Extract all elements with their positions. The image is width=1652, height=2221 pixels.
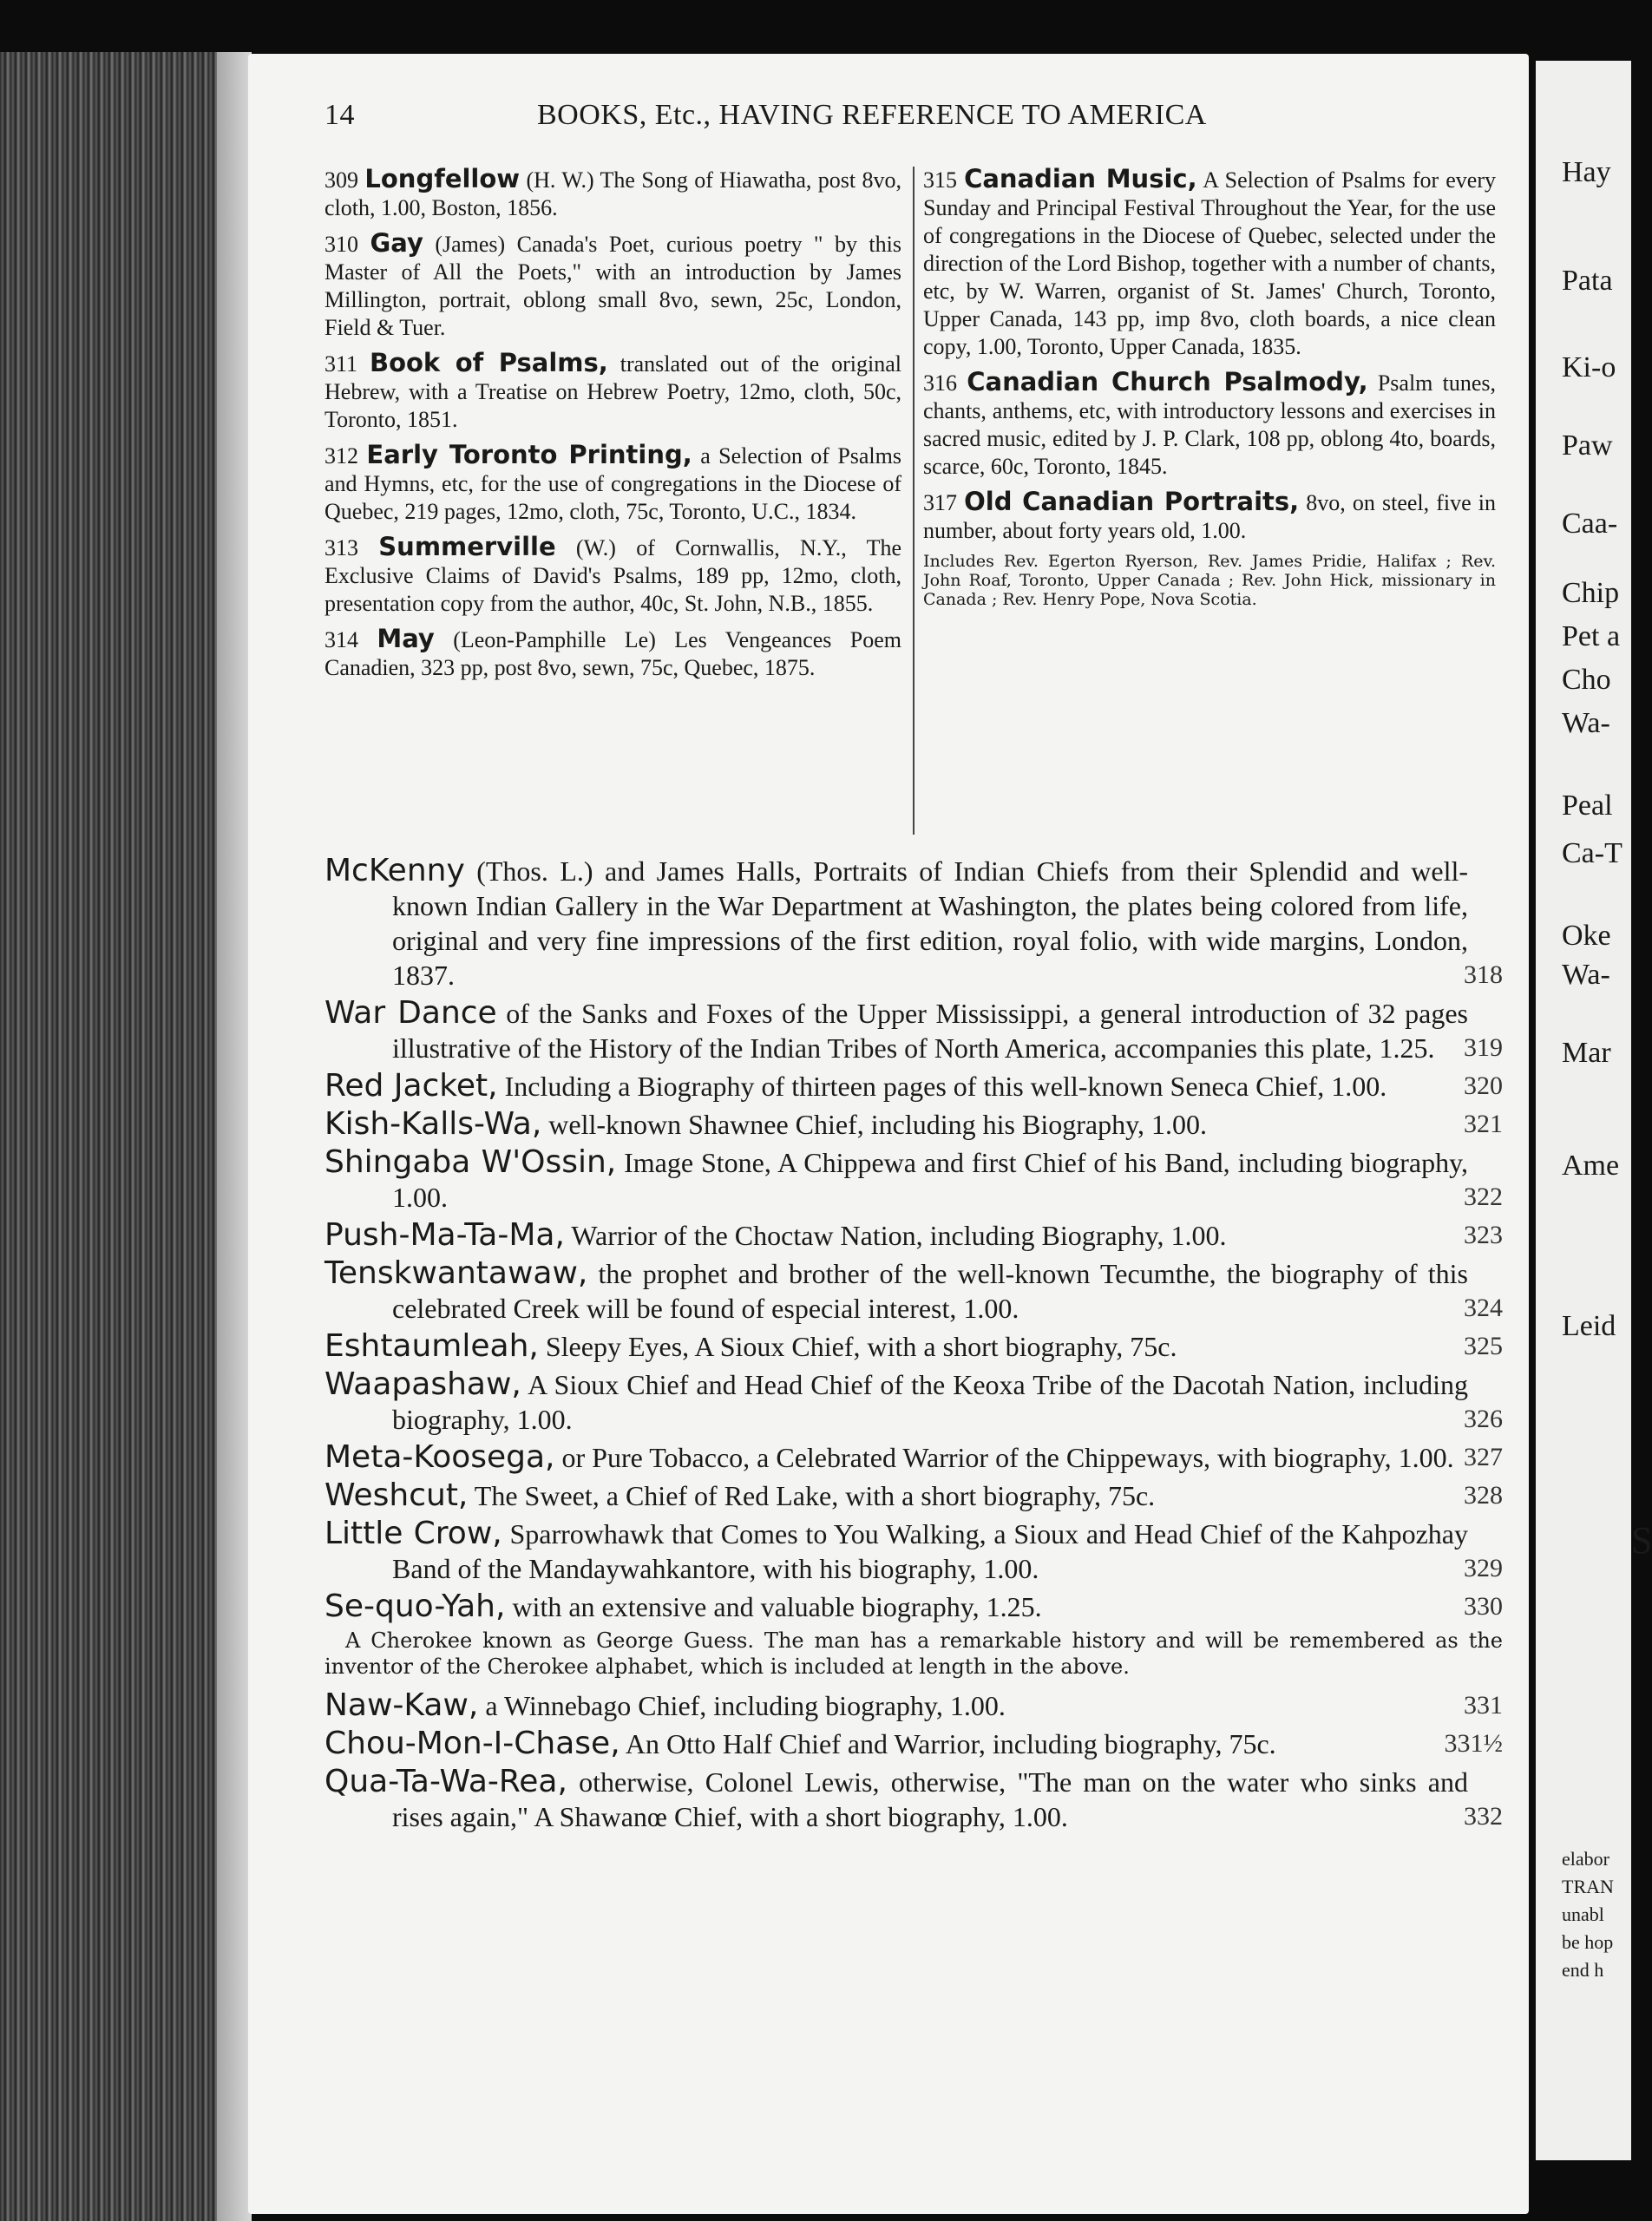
next-page-fragment: Peal <box>1562 789 1613 822</box>
list-item: Chou-Mon-I-Chase, An Otto Half Chief and Warrior, including biography, 75c. 331½ <box>324 1726 1503 1761</box>
list-item: Naw-Kaw, a Winnebago Chief, including biography, 1.00. 331 <box>324 1687 1503 1723</box>
next-page-fragment: Chip <box>1562 577 1620 609</box>
catalog-entry: 309 Longfellow (H. W.) The Song of Hiawatha, post 8vo, cloth, 1.00, Boston, 1856. <box>324 164 901 220</box>
list-item: Kish-Kalls-Wa, well-known Shawnee Chief, including his Biography, 1.00. 321 <box>324 1106 1503 1142</box>
next-page-fragment: Ca-T <box>1562 837 1622 869</box>
next-page-fragment: Hay <box>1562 156 1611 188</box>
next-page-fragment: S <box>1631 1519 1652 1562</box>
list-item: Red Jacket, Including a Biography of thirteen pages of this well-known Seneca Chief, 1.00. 320 <box>324 1068 1503 1104</box>
next-page-fragment: Mar <box>1562 1037 1611 1069</box>
list-item: Qua-Ta-Wa-Rea, otherwise, Colonel Lewis, otherwise, "The man on the water who sinks and rises again," A Shawanœ Chief, with a short biography, 1.00. 332 <box>324 1764 1503 1832</box>
catalog-entry: 313 Summerville (W.) of Cornwallis, N.Y., The Exclusive Claims of David's Psalms, 189 pp, 12mo, cloth, presentation copy from the author, 40c, St. John, N.B., 1855. <box>324 532 901 616</box>
running-title: BOOKS, Etc., HAVING REFERENCE TO AMERICA <box>537 99 1207 131</box>
main-list <box>324 854 1503 1838</box>
next-page-fragment: Cho <box>1562 664 1611 696</box>
next-page-fragment: Pata <box>1562 265 1613 297</box>
catalog-entry: 312 Early Toronto Printing, a Selection of Psalms and Hymns, etc, for the use of congregations in the Diocese of Quebec, 219 pages, 12mo, cloth, 75c, Toronto, U.C., 1834. <box>324 440 902 524</box>
catalog-entry: 314 May (Leon-Pamphille Le) Les Vengeances Poem Canadien, 323 pp, post 8vo, sewn, 75c, Quebec, 1875. <box>324 624 902 680</box>
next-page-fragment: Paw <box>1562 429 1613 462</box>
list-item: Waapashaw, A Sioux Chief and Head Chief of the Keoxa Tribe of the Dacotah Nation, including biography, 1.00. 326 <box>324 1366 1503 1435</box>
next-page-fragment: Caa- <box>1562 508 1618 540</box>
catalog-entry: 315 Canadian Music, A Selection of Psalms for every Sunday and Principal Festival Throughout the Year, for the use of congregations in the Diocese of Quebec, selected under the direction of the Lord Bishop, together with a number of chants, etc, by W. Warren, organist of St. James' Church, Toronto, Upper Canada, 143 pp, imp 8vo, cloth boards, a nice clean copy, 1.00, Toronto, Upper Canada, 1835. <box>923 164 1496 359</box>
left-column <box>324 165 901 689</box>
right-column <box>923 165 1496 609</box>
next-page-fragment: elabor <box>1562 1848 1609 1870</box>
next-page-fragment: be hop <box>1562 1931 1614 1953</box>
next-page-fragment: end h <box>1562 1959 1604 1981</box>
next-page-fragment: Ki-o <box>1562 351 1616 383</box>
list-item: Little Crow, Sparrowhawk that Comes to You Walking, a Sioux and Head Chief of the Kahpozhay Band of the Mandaywahkantore, with his biography, 1.00. 329 <box>324 1516 1503 1584</box>
next-page-edge <box>1536 61 1652 2160</box>
list-item: Eshtaumleah, Sleepy Eyes, A Sioux Chief, with a short biography, 75c. 325 <box>324 1328 1503 1364</box>
list-item: Tenskwantawaw, the prophet and brother of the well-known Tecumthe, the biography of this celebrated Creek will be found of especial interest, 1.00. 324 <box>324 1255 1503 1324</box>
sequoyah-note: A Cherokee known as George Guess. The man has a remarkable history and will be remembered as the inventor of the Cherokee alphabet, which is included at length in the above. <box>324 1628 1503 1679</box>
list-item: Meta-Koosega, or Pure Tobacco, a Celebrated Warrior of the Chippeways, with biography, 1.00. 327 <box>324 1439 1503 1475</box>
next-page-fragment: unabl <box>1562 1903 1604 1925</box>
portraits-note: Includes Rev. Egerton Ryerson, Rev. James Pridie, Halifax ; Rev. John Roaf, Toronto, Upper Canada ; Rev. John Hick, missionary in Canada ; Rev. Henry Pope, Nova Scotia. <box>923 552 1496 609</box>
list-item: McKenny (Thos. L.) and James Halls, Portraits of Indian Chiefs from their Splendid and well-known Indian Gallery in the War Department at Washington, the plates being colored from life, original and very fine impressions of the first edition, royal folio, with wide margins, London, 1837. 318 <box>324 853 1503 991</box>
next-page-fragment: Oke <box>1562 920 1611 952</box>
list-item: War Dance of the Sanks and Foxes of the Upper Mississippi, a general introduction of 32 pages illustrative of the History of the Indian Tribes of North America, accompanies this plate, 1.25. 319 <box>324 995 1503 1064</box>
list-item: Shingaba W'Ossin, Image Stone, A Chippewa and first Chief of his Band, including biography, 1.00. 322 <box>324 1144 1503 1213</box>
book-edge <box>0 52 252 2221</box>
catalog-entry: 317 Old Canadian Portraits, 8vo, on steel, five in number, about forty years old, 1.00. <box>923 487 1496 543</box>
list-item: Push-Ma-Ta-Ma, Warrior of the Choctaw Nation, including Biography, 1.00. 323 <box>324 1217 1503 1253</box>
next-page-fragment: Pet a <box>1562 620 1621 652</box>
catalog-entry: 316 Canadian Church Psalmody, Psalm tunes, chants, anthems, etc, with introductory lessons and exercises in sacred music, edited by J. P. Clark, 108 pp, oblong 4to, boards, scarce, 60c, Toronto, 1845. <box>923 367 1496 479</box>
catalog-entry: 310 Gay (James) Canada's Poet, curious poetry " by this Master of All the Poets," with an introduction by James Millington, portrait, oblong small 8vo, sewn, 25c, London, Field & Tuer. <box>324 228 901 340</box>
catalog-entry: 311 Book of Psalms, translated out of the original Hebrew, with a Treatise on Hebrew Poetry, 12mo, cloth, 50c, Toronto, 1851. <box>324 348 901 432</box>
page-header <box>324 99 1487 142</box>
next-page-fragment: Wa- <box>1562 707 1610 739</box>
page-number: 14 <box>324 99 355 131</box>
next-page-fragment: Wa- <box>1562 959 1610 991</box>
column-divider <box>913 167 914 835</box>
next-page-fragment: Leid <box>1562 1310 1616 1342</box>
book-page <box>248 54 1529 2214</box>
list-item: Se-quo-Yah, with an extensive and valuable biography, 1.25. 330 <box>324 1589 1503 1624</box>
next-page-fragment: TRAN <box>1562 1876 1614 1897</box>
next-page-fragment: Ame <box>1562 1150 1620 1182</box>
list-item: Weshcut, The Sweet, a Chief of Red Lake, with a short biography, 75c. 328 <box>324 1477 1503 1513</box>
